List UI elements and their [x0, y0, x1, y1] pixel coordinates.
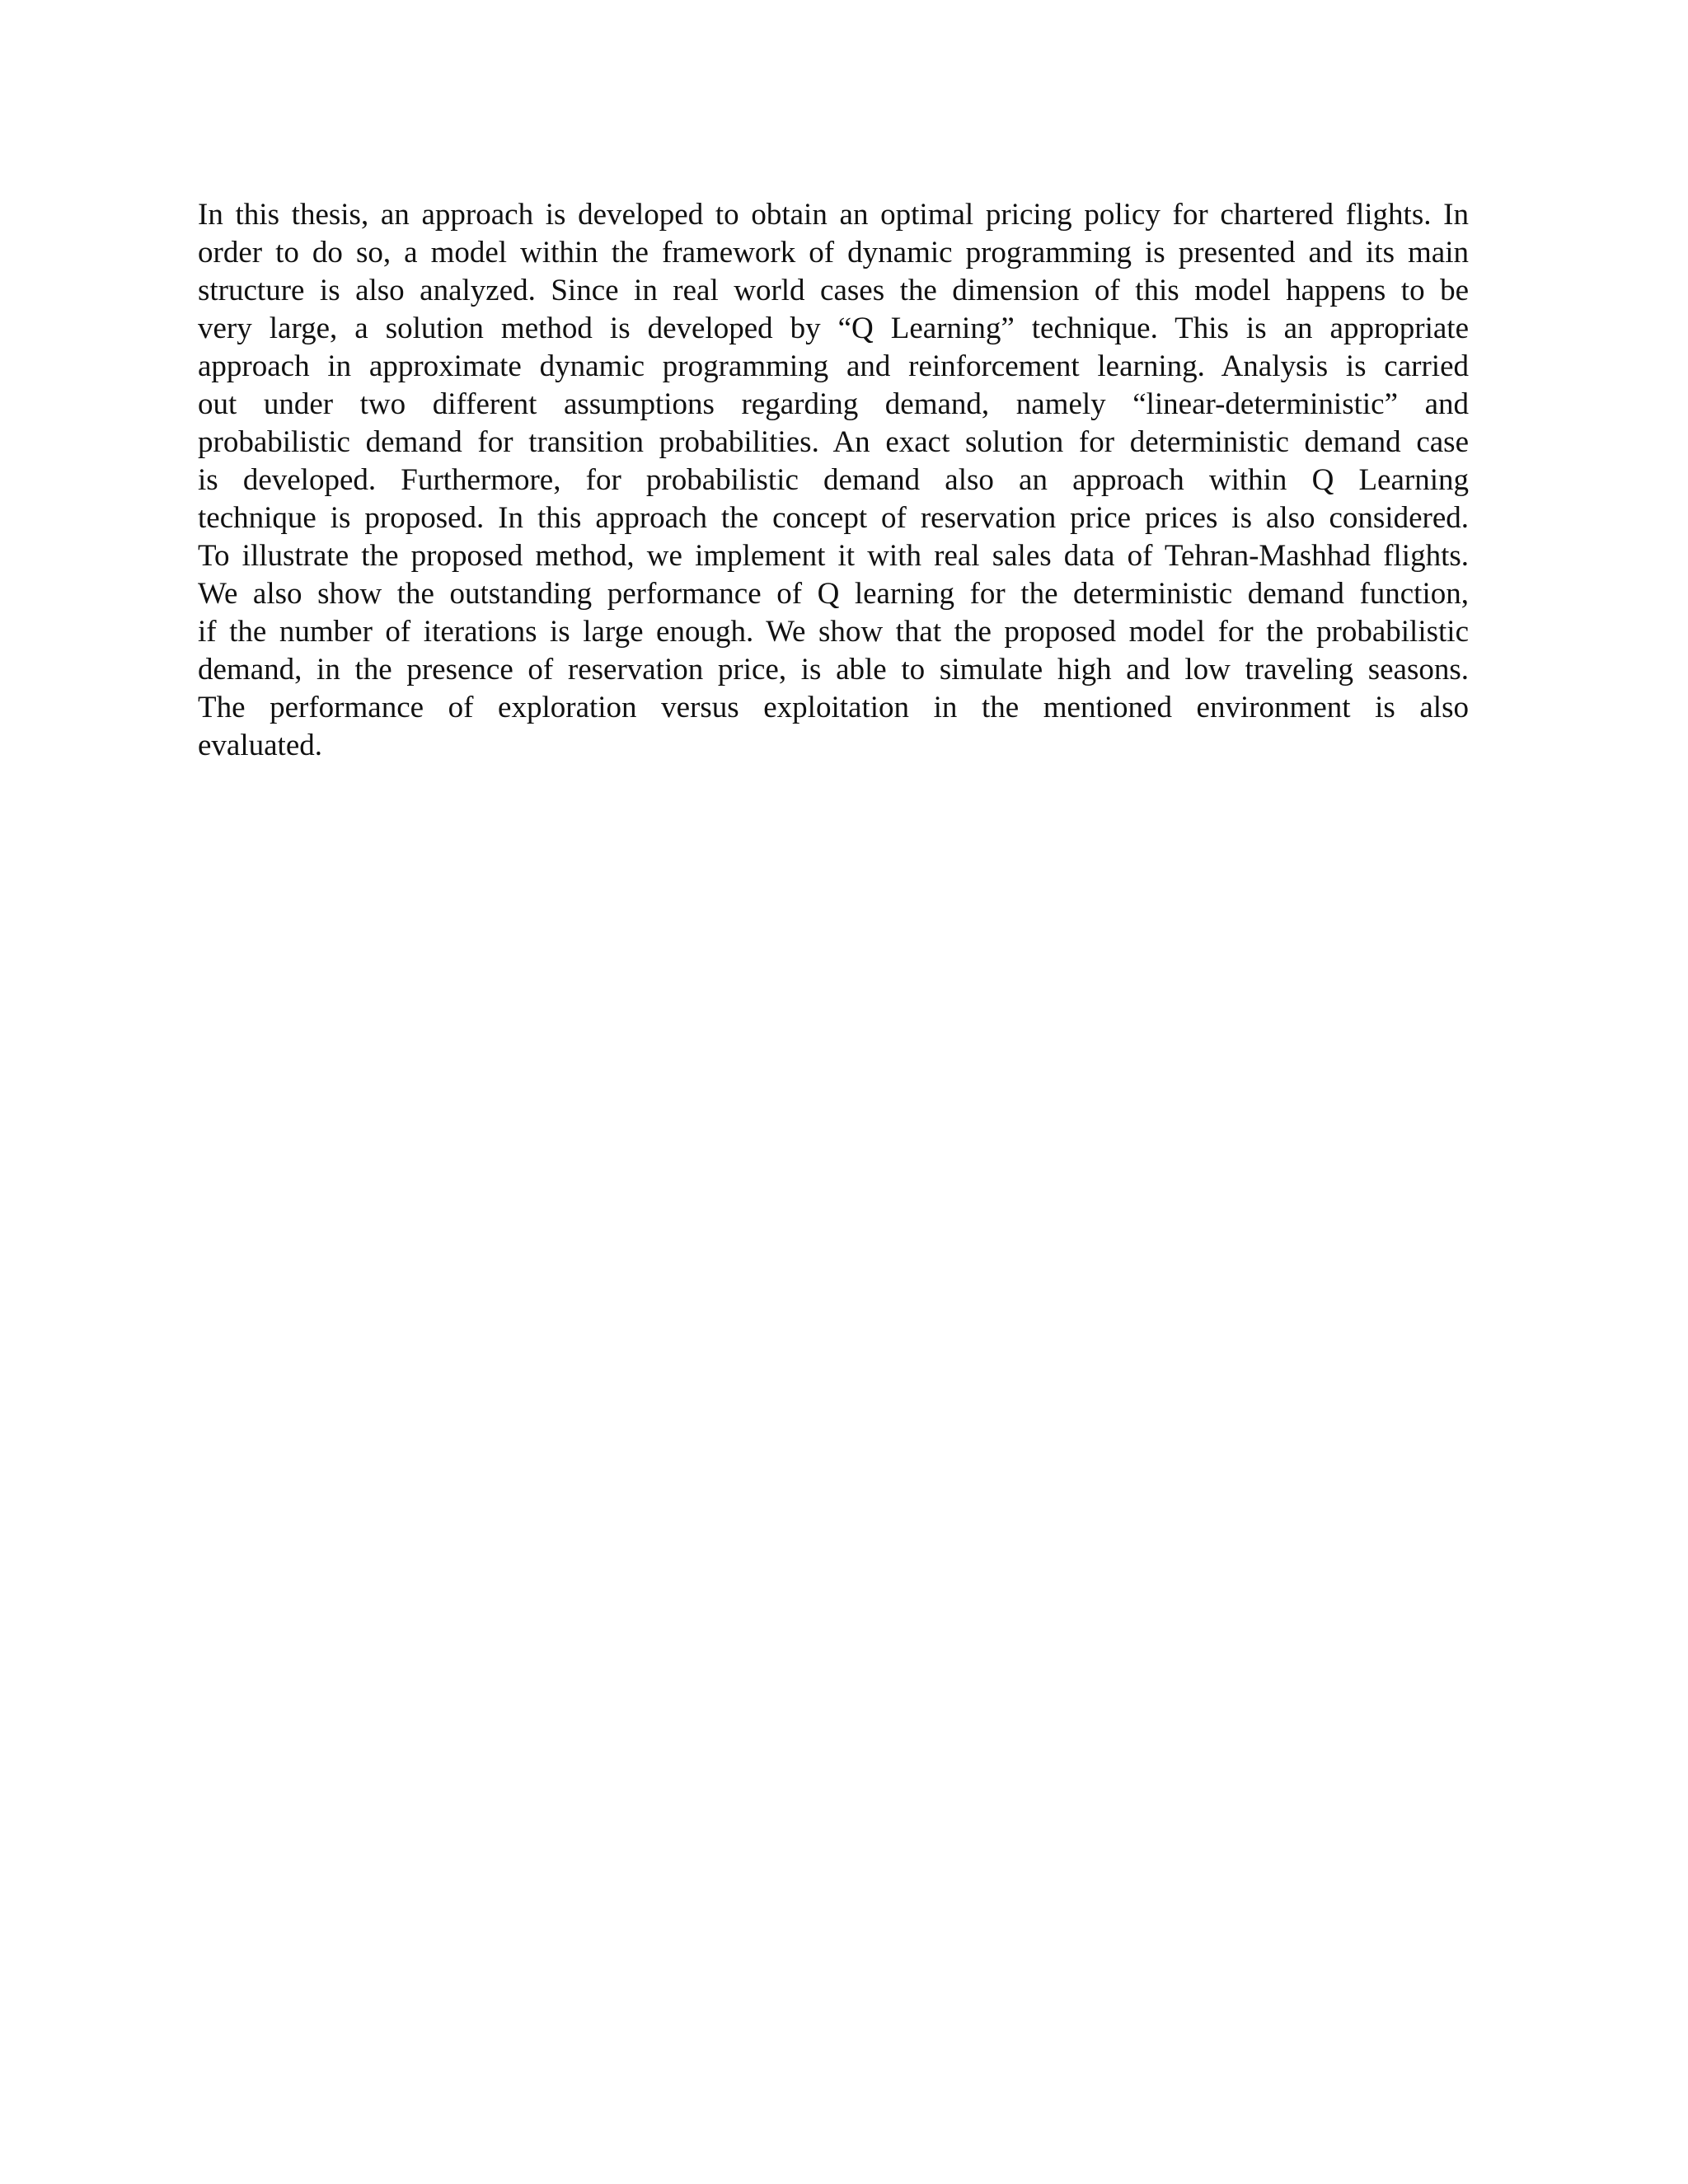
abstract-line-11: We also show the outstanding performance of Q learning for the deterministic demand function,: [198, 577, 1469, 611]
abstract-line-1: In this thesis, an approach is developed to obtain an optimal pricing policy for chartered flights. In: [198, 198, 1469, 232]
abstract-line-2: order to do so, a model within the framework of dynamic programming is presented and its main: [198, 236, 1469, 269]
abstract-line-9: technique is proposed. In this approach the concept of reservation price prices is also considered.: [198, 501, 1469, 535]
abstract-line-7: probabilistic demand for transition probabilities. An exact solution for deterministic demand case: [198, 425, 1469, 459]
abstract-line-13: demand, in the presence of reservation price, is able to simulate high and low traveling seasons.: [198, 653, 1469, 687]
abstract-line-8: is developed. Furthermore, for probabilistic demand also an approach within Q Learning: [198, 463, 1469, 497]
abstract-line-3: structure is also analyzed. Since in real world cases the dimension of this model happens to be: [198, 274, 1469, 307]
abstract-line-5: approach in approximate dynamic programming and reinforcement learning. Analysis is carried: [198, 349, 1469, 383]
abstract-line-6: out under two different assumptions regarding demand, namely “linear-deterministic” and: [198, 387, 1469, 421]
abstract-line-10: To illustrate the proposed method, we implement it with real sales data of Tehran-Mashhad flights.: [198, 539, 1469, 573]
abstract-paragraph: [198, 196, 1469, 765]
abstract-line-4: very large, a solution method is developed by “Q Learning” technique. This is an appropriate: [198, 312, 1469, 345]
abstract-line-15: evaluated.: [198, 729, 322, 762]
abstract-line-12: if the number of iterations is large enough. We show that the proposed model for the probabilistic: [198, 615, 1469, 649]
abstract-line-14: The performance of exploration versus exploitation in the mentioned environment is also: [198, 691, 1469, 724]
